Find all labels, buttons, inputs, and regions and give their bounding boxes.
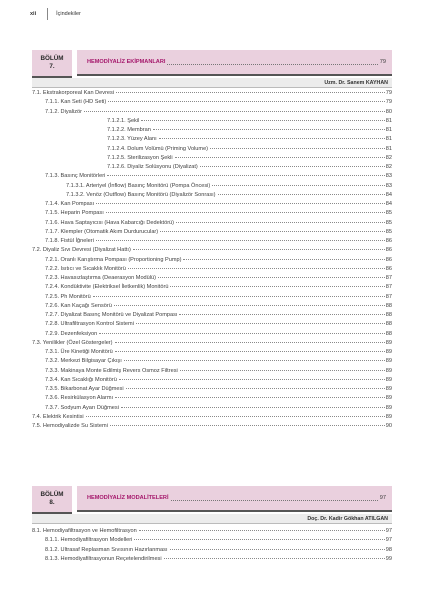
- toc-entry-title: 7.1.3.2. Venöz (Outflow) Basınç Monitörü (Diyalizör Sonrası): [66, 191, 216, 198]
- dot-leader: [93, 296, 385, 297]
- toc-entry[interactable]: [32, 302, 392, 311]
- toc-entry[interactable]: [32, 527, 392, 536]
- toc-entry-title: 7.1. Ekstrakorporeal Kan Devresi: [32, 90, 115, 96]
- chapter-8-heading: [32, 486, 392, 512]
- toc-entry[interactable]: [32, 89, 392, 98]
- toc-entry-page: 86: [385, 265, 392, 272]
- toc-entry-page: 84: [385, 201, 392, 207]
- toc-entry-page: 86: [385, 247, 392, 254]
- toc-entry-title: 7.1.2.2. Membran: [107, 127, 151, 133]
- dot-leader: [119, 379, 385, 380]
- toc-entry[interactable]: [32, 320, 392, 329]
- dot-leader: [107, 175, 384, 176]
- dot-leader: [175, 157, 385, 158]
- toc-entry[interactable]: [32, 228, 392, 237]
- dot-leader: [115, 342, 385, 343]
- toc-entry-page: 84: [385, 191, 392, 198]
- toc-entry-title: 7.3.5. Bikarbonat Ayar Düğmesi: [45, 386, 124, 392]
- chapter-8-author-bar: [32, 514, 392, 524]
- toc-entry[interactable]: [32, 135, 392, 144]
- dot-leader: [170, 286, 384, 287]
- toc-entry[interactable]: [32, 385, 392, 394]
- toc-entry[interactable]: [32, 274, 392, 283]
- toc-entry-title: 8.1.1. Hemodiyafiltrasyon Modelleri: [45, 537, 133, 544]
- toc-entry[interactable]: [32, 154, 392, 163]
- toc-entry-page: 99: [385, 555, 392, 562]
- dot-leader: [116, 92, 385, 93]
- toc-entry-title: 8.1.2. Ultrasaf Replasman Sıvısının Hazırlanması: [45, 546, 168, 553]
- toc-entry[interactable]: [32, 536, 392, 545]
- toc-entry[interactable]: [32, 191, 392, 200]
- dot-leader: [164, 558, 385, 559]
- dot-leader: [115, 351, 385, 352]
- dot-leader: [106, 212, 385, 213]
- toc-entry[interactable]: [32, 546, 392, 555]
- dot-leader: [126, 388, 385, 389]
- dot-leader: [96, 240, 385, 241]
- dot-leader: [139, 530, 385, 531]
- dot-leader: [114, 305, 385, 306]
- toc-entry[interactable]: [32, 126, 392, 135]
- toc-entry-page: 87: [385, 275, 392, 281]
- toc-entry-page: 79: [385, 90, 392, 96]
- toc-entry-title: 7.1.2. Diyalizör: [45, 108, 82, 115]
- toc-entry-title: 7.2.8. Ultrafiltrasyon Kontrol Sistemi: [45, 321, 134, 328]
- dot-leader: [167, 64, 377, 65]
- toc-entry[interactable]: [32, 172, 392, 181]
- toc-entry-page: 85: [385, 228, 392, 235]
- toc-entry-title: 7.1.2.4. Dolum Volümü (Priming Volume): [107, 145, 209, 152]
- dot-leader: [159, 138, 385, 139]
- toc-entry-page: 98: [385, 546, 392, 553]
- toc-entry-page: 80: [385, 108, 392, 115]
- toc-entry-title: 7.1.7. Klempler (Otomatik Akım Durdurucular): [45, 228, 159, 235]
- toc-entry[interactable]: [32, 404, 392, 413]
- dot-leader: [158, 277, 385, 278]
- toc-entry-title: 7.2.3. Havasızlaştırma (Deaerasyon Modülü): [45, 275, 156, 281]
- toc-entry-title: 7.3. Yenilikler (Özel Göstergeler): [32, 339, 113, 346]
- toc-entry-title: 7.3.6. Resirkülasyon Alarmı: [45, 395, 114, 402]
- toc-entry-page: 79: [385, 99, 392, 106]
- toc-entry[interactable]: [32, 413, 392, 422]
- dot-leader: [210, 148, 385, 149]
- toc-entry[interactable]: [32, 163, 392, 172]
- chapter-author: Uzm. Dr. Sanem KAYHAN: [324, 79, 388, 86]
- toc-entry-title: 7.1.6. Hava Saptayıcısı (Hava Kabarcığı Dedektörü): [45, 219, 175, 226]
- toc-entry-page: 89: [385, 349, 392, 355]
- dot-leader: [141, 120, 384, 121]
- dot-leader: [160, 231, 385, 232]
- toc-entry-page: 81: [385, 127, 392, 133]
- toc-entry-page: 89: [385, 404, 392, 411]
- dot-leader: [171, 500, 378, 501]
- toc-entry[interactable]: [32, 200, 392, 209]
- toc-entry[interactable]: [32, 339, 392, 348]
- toc-entry-page: 89: [385, 395, 392, 402]
- toc-entry-page: 87: [385, 284, 392, 291]
- toc-entry-title: 7.1.2.3. Yüzey Alanı: [107, 136, 157, 143]
- dot-leader: [176, 222, 385, 223]
- toc-entry-title: 7.1.2.1. Şekil: [107, 117, 140, 124]
- toc-entry-page: 85: [385, 219, 392, 226]
- toc-entry-page: 89: [385, 367, 392, 374]
- chapter-title: HEMODİYALİZ MODALİTELERİ: [87, 495, 169, 501]
- toc-entry-title: 7.2.1. Oranlı Karıştırma Pompası (Proportioning Pump): [45, 256, 182, 263]
- toc-entry-title: 7.1.2.6. Diyaliz Solüsyonu (Diyalizat): [107, 164, 198, 170]
- toc-entry-page: 81: [385, 145, 392, 152]
- toc-entry-title: 7.1.8. Fistül İğneleri: [45, 238, 94, 244]
- toc-entry[interactable]: [32, 219, 392, 228]
- chapter-7-label-box: [32, 50, 72, 78]
- chapter-author: Doç. Dr. Kadir Gökhan ATILGAN: [307, 515, 388, 522]
- toc-entry-page: 89: [385, 358, 392, 365]
- dot-leader: [134, 539, 384, 540]
- chapter-label: BÖLÜM: [40, 491, 64, 499]
- chapter-page: 97: [379, 495, 386, 501]
- toc-entry-title: 7.2.7. Diyalizat Basınç Monitörü ve Diyalizat Pompası: [45, 312, 178, 318]
- chapter-8-label-box: [32, 486, 72, 514]
- toc-entry[interactable]: [32, 293, 392, 302]
- toc-entry[interactable]: [32, 209, 392, 218]
- dot-leader: [183, 259, 384, 260]
- toc-entry-title: 7.2.2. Isıtıcı ve Sıcaklık Monitörü: [45, 265, 126, 272]
- header-page-number: xii: [30, 11, 37, 17]
- toc-entry-title: 7.4. Elektrik Kesintisi: [32, 413, 84, 420]
- toc-entry-page: 82: [385, 164, 392, 170]
- dot-leader: [179, 314, 384, 315]
- toc-entry-page: 81: [385, 136, 392, 143]
- toc-entry[interactable]: [32, 311, 392, 320]
- toc-entry-page: 89: [385, 376, 392, 383]
- toc-entry-title: 7.2.9. Dezenfeksiyon: [45, 330, 98, 337]
- toc-entry-title: 8.1. Hemodiyafiltrasyon ve Hemofiltrasyon: [32, 528, 137, 534]
- toc-entry-page: 87: [385, 293, 392, 300]
- dot-leader: [115, 397, 385, 398]
- toc-entry-title: 7.3.4. Kan Sıcaklığı Monitörü: [45, 376, 117, 383]
- toc-entry-title: 8.1.3. Hemodiyafiltrasyonun Reçetelendirilmesi: [45, 555, 162, 562]
- toc-entry[interactable]: [32, 108, 392, 117]
- toc-entry-page: 86: [385, 238, 392, 244]
- dot-leader: [212, 185, 385, 186]
- toc-entry-page: 97: [385, 537, 392, 544]
- toc-entry[interactable]: [32, 283, 392, 292]
- toc-entry-title: 7.2.6. Kan Kaçağı Sensörü: [45, 302, 112, 309]
- toc-entry-title: 7.3.1. Üre Kinetiği Monitörü: [45, 349, 113, 355]
- toc-entry[interactable]: [32, 182, 392, 191]
- toc-entry[interactable]: [32, 394, 392, 403]
- toc-entry[interactable]: [32, 265, 392, 274]
- chapter-8-toc: [32, 527, 392, 564]
- toc-entry-page: 97: [385, 528, 392, 534]
- dot-leader: [108, 101, 385, 102]
- toc-entry[interactable]: [32, 98, 392, 107]
- toc-entry[interactable]: [32, 246, 392, 255]
- toc-entry-title: 7.3.7. Sodyum Ayarı Düğmesi: [45, 404, 119, 411]
- dot-leader: [136, 323, 385, 324]
- toc-entry-title: 7.2. Diyaliz Sıvı Devresi (Diyalizat Hattı): [32, 247, 131, 254]
- dot-leader: [99, 333, 385, 334]
- toc-entry[interactable]: [32, 145, 392, 154]
- chapter-8-title-bar[interactable]: [77, 486, 392, 512]
- chapter-7-toc: [32, 89, 392, 431]
- dot-leader: [133, 249, 385, 250]
- toc-entry[interactable]: [32, 256, 392, 265]
- toc-entry-page: 88: [385, 302, 392, 309]
- toc-entry-title: 7.1.5. Heparin Pompası: [45, 210, 104, 217]
- toc-entry[interactable]: [32, 348, 392, 357]
- dot-leader: [124, 360, 385, 361]
- toc-entry[interactable]: [32, 367, 392, 376]
- toc-entry-title: 7.1.3. Basınç Monitörleri: [45, 173, 106, 180]
- toc-entry-page: 88: [385, 330, 392, 337]
- toc-entry-page: 83: [385, 182, 392, 189]
- chapter-number: 7.: [49, 63, 55, 70]
- chapter-title: HEMODİYALİZ EKİPMANLARI: [87, 59, 166, 65]
- chapter-label: BÖLÜM: [40, 55, 64, 63]
- dot-leader: [96, 203, 385, 204]
- toc-entry-page: 88: [385, 312, 392, 318]
- toc-entry-title: 7.2.4. Kondüktivite (Elektriksel İletkenlik) Monitörü: [45, 284, 169, 291]
- dot-leader: [200, 166, 385, 167]
- toc-entry-title: 7.1.2.5. Sterilizasyon Şekli: [107, 154, 173, 161]
- toc-entry-page: 86: [385, 256, 392, 263]
- toc-entry-title: 7.1.4. Kan Pompası: [45, 201, 95, 207]
- dot-leader: [86, 416, 385, 417]
- dot-leader: [170, 549, 385, 550]
- dot-leader: [128, 268, 385, 269]
- toc-entry-title: 7.1.3.1. Arteriyel (İnflow) Basınç Monitörü (Pompa Öncesi): [66, 182, 211, 189]
- chapter-page: 79: [379, 59, 386, 65]
- toc-entry-page: 90: [385, 423, 392, 429]
- toc-entry[interactable]: [32, 555, 392, 564]
- dot-leader: [84, 111, 385, 112]
- toc-entry-title: 7.5. Hemodiyalizde Su Sistemi: [32, 423, 108, 429]
- dot-leader: [121, 407, 385, 408]
- chapter-7-heading: [32, 50, 392, 76]
- toc-entry-page: 88: [385, 321, 392, 328]
- toc-entry-title: 7.3.2. Merkezi Bilgisayar Çıkışı: [45, 358, 122, 365]
- toc-entry-title: 7.2.5. Ph Monitörü: [45, 293, 91, 300]
- toc-entry-page: 89: [385, 386, 392, 392]
- chapter-number: 8.: [49, 499, 55, 506]
- toc-entry-title: 7.3.3. Makinaya Monte Edilmiş Revers Osmoz Filtresi: [45, 367, 178, 374]
- toc-entry[interactable]: [32, 376, 392, 385]
- toc-entry[interactable]: [32, 117, 392, 126]
- toc-entry[interactable]: [32, 237, 392, 246]
- dot-leader: [153, 129, 385, 130]
- toc-entry-page: 89: [385, 339, 392, 346]
- toc-entry[interactable]: [32, 422, 392, 431]
- header-section-title: İçindekiler: [56, 11, 81, 17]
- toc-entry-page: 89: [385, 413, 392, 420]
- toc-entry[interactable]: [32, 330, 392, 339]
- toc-entry-page: 81: [385, 117, 392, 124]
- toc-entry-page: 83: [385, 173, 392, 180]
- header-divider: [47, 8, 48, 20]
- dot-leader: [218, 194, 385, 195]
- chapter-7-author-bar: [32, 78, 392, 88]
- toc-entry[interactable]: [32, 357, 392, 366]
- dot-leader: [180, 370, 385, 371]
- toc-entry-title: 7.1.1. Kan Seti (HD Seti): [45, 99, 107, 106]
- chapter-7-title-bar[interactable]: [77, 50, 392, 76]
- running-header: [30, 8, 81, 20]
- dot-leader: [110, 425, 385, 426]
- toc-entry-page: 85: [385, 210, 392, 217]
- toc-entry-page: 82: [385, 154, 392, 161]
